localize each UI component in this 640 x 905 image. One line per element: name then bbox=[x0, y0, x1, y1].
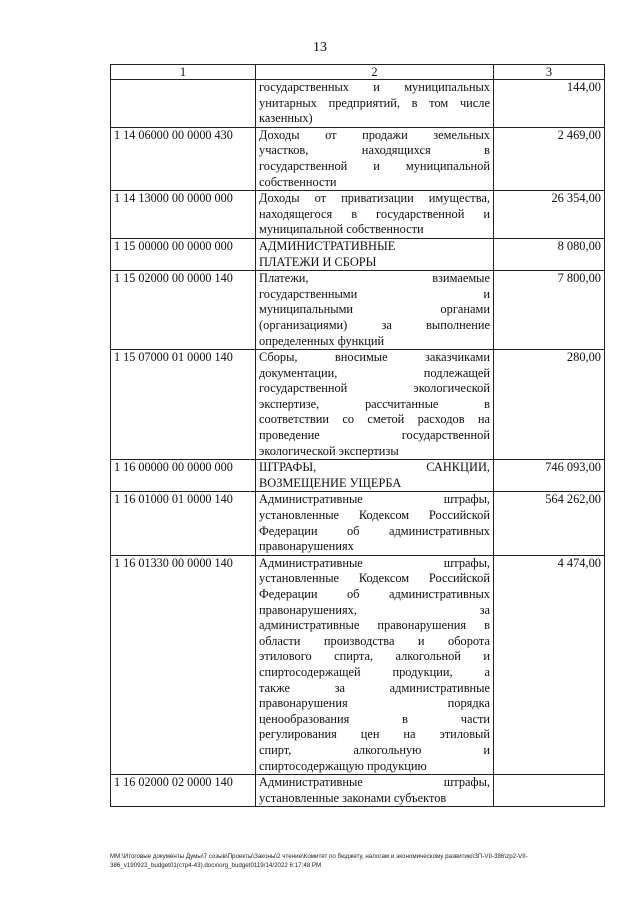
description-line: Административные штрафы, bbox=[259, 775, 490, 790]
document-footer: ММ:\Итоговые документы Думы\7 созыв\Проекты\Законы\2 чтение\Комитет по бюджету, налогам и экономическому развитию\ЗП-VII-386\zp2-VII-386_v190922_budget01(стр4-43).docx\org_budget0119/14/2022 6:17:48 PM bbox=[110, 853, 528, 869]
description-line: административные правонарушения в bbox=[259, 618, 490, 633]
amount-cell: 26 354,00 bbox=[494, 191, 605, 239]
amount-cell: 8 080,00 bbox=[494, 238, 605, 270]
revenue-code-cell: 1 16 02000 02 0000 140 bbox=[111, 775, 256, 807]
description-line: находящегося в государственной и bbox=[259, 206, 490, 221]
description-line: проведение государственной bbox=[259, 428, 490, 443]
description-line: документации, подлежащей bbox=[259, 365, 490, 380]
revenue-code-cell: 1 15 00000 00 0000 000 bbox=[111, 238, 256, 270]
description-line: казенных) bbox=[259, 111, 313, 126]
header-col-2: 2 bbox=[256, 65, 494, 80]
description-line: соответствии со сметой расходов на bbox=[259, 412, 490, 427]
description-cell bbox=[256, 191, 494, 239]
description-cell bbox=[256, 555, 494, 774]
description-cell bbox=[256, 271, 494, 350]
description-line: установленные Кодексом Российской bbox=[259, 508, 490, 523]
description-line: Федерации об административных bbox=[259, 523, 490, 538]
description-line: унитарных предприятий, в том числе bbox=[259, 95, 490, 110]
revenue-code-cell: 1 15 02000 00 0000 140 bbox=[111, 271, 256, 350]
description-line: Доходы от приватизации имущества, bbox=[259, 191, 490, 206]
description-line: муниципальной собственности bbox=[259, 222, 424, 237]
table-row bbox=[111, 238, 605, 270]
table-row bbox=[111, 271, 605, 350]
description-line: Федерации об административных bbox=[259, 587, 490, 601]
revenue-code-cell: 1 16 01330 00 0000 140 bbox=[111, 555, 256, 774]
description-line: АДМИНИСТРАТИВНЫЕ bbox=[259, 238, 396, 253]
table-row bbox=[111, 350, 605, 460]
amount-cell: 7 800,00 bbox=[494, 271, 605, 350]
description-cell bbox=[256, 460, 494, 492]
description-line: также за административные bbox=[259, 680, 490, 695]
revenue-code-cell bbox=[111, 80, 256, 128]
description-line: Платежи, взимаемые bbox=[259, 271, 490, 286]
description-line: государственными и bbox=[259, 286, 490, 301]
description-line: ценообразования в части bbox=[259, 711, 490, 726]
description-line: (организациями) за выполнение bbox=[259, 317, 490, 332]
description-line: ПЛАТЕЖИ И СБОРЫ bbox=[259, 254, 377, 269]
description-line: Доходы от продажи земельных bbox=[259, 127, 490, 142]
description-line: государственных и муниципальных bbox=[259, 80, 490, 94]
description-cell bbox=[256, 350, 494, 460]
description-cell bbox=[256, 238, 494, 270]
description-cell bbox=[256, 775, 494, 807]
revenue-code-cell: 1 15 07000 01 0000 140 bbox=[111, 350, 256, 460]
description-line: спиртосодержащую продукцию bbox=[259, 758, 427, 773]
description-line: установленные Кодексом Российской bbox=[259, 571, 490, 586]
description-line: ШТРАФЫ, САНКЦИИ, bbox=[259, 460, 490, 475]
amount-cell: 144,00 bbox=[494, 80, 605, 128]
description-line: области производства и оборота bbox=[259, 633, 490, 648]
description-line: Сборы, вносимые заказчиками bbox=[259, 350, 490, 365]
description-line: правонарушениях, за bbox=[259, 602, 490, 617]
amount-cell bbox=[494, 775, 605, 807]
description-line: собственности bbox=[259, 174, 337, 189]
description-cell bbox=[256, 492, 494, 555]
description-line: участков, находящихся в bbox=[259, 143, 490, 158]
description-line: правонарушениях bbox=[259, 539, 354, 554]
table-row bbox=[111, 191, 605, 239]
description-line: ВОЗМЕЩЕНИЕ УЩЕРБА bbox=[259, 475, 402, 490]
amount-cell: 4 474,00 bbox=[494, 555, 605, 774]
table-row bbox=[111, 555, 605, 774]
table-header-row bbox=[111, 65, 605, 80]
description-line: государственной экологической bbox=[259, 381, 490, 396]
amount-cell: 746 093,00 bbox=[494, 460, 605, 492]
table-row bbox=[111, 80, 605, 128]
header-col-1: 1 bbox=[111, 65, 256, 80]
amount-cell: 280,00 bbox=[494, 350, 605, 460]
revenue-code-cell: 1 14 06000 00 0000 430 bbox=[111, 127, 256, 190]
description-line: правонарушения порядка bbox=[259, 696, 490, 711]
description-line: спирт, алкогольную и bbox=[259, 742, 490, 757]
description-line: регулирования цен на этиловый bbox=[259, 727, 490, 742]
description-line: этилового спирта, алкогольной и bbox=[259, 649, 490, 664]
page-number: 13 bbox=[313, 40, 327, 55]
amount-cell: 2 469,00 bbox=[494, 127, 605, 190]
description-cell bbox=[256, 80, 494, 128]
description-line: экспертизе, рассчитанные в bbox=[259, 396, 490, 411]
description-line: экологической экспертизы bbox=[259, 443, 399, 458]
description-line: Административные штрафы, bbox=[259, 555, 490, 570]
budget-table bbox=[110, 64, 605, 807]
description-line: спиртосодержащей продукции, а bbox=[259, 664, 490, 679]
header-col-3: 3 bbox=[494, 65, 605, 80]
description-line: установленные законами субъектов bbox=[259, 790, 447, 805]
table-row bbox=[111, 775, 605, 807]
table-row bbox=[111, 127, 605, 190]
revenue-code-cell: 1 16 00000 00 0000 000 bbox=[111, 460, 256, 492]
revenue-code-cell: 1 16 01000 01 0000 140 bbox=[111, 492, 256, 555]
table-row bbox=[111, 460, 605, 492]
description-line: Административные штрафы, bbox=[259, 492, 490, 507]
table-row bbox=[111, 492, 605, 555]
description-line: муниципальными органами bbox=[259, 302, 490, 317]
amount-cell: 564 262,00 bbox=[494, 492, 605, 555]
revenue-code-cell: 1 14 13000 00 0000 000 bbox=[111, 191, 256, 239]
description-line: определенных функций bbox=[259, 333, 385, 348]
description-line: государственной и муниципальной bbox=[259, 158, 490, 173]
description-cell bbox=[256, 127, 494, 190]
